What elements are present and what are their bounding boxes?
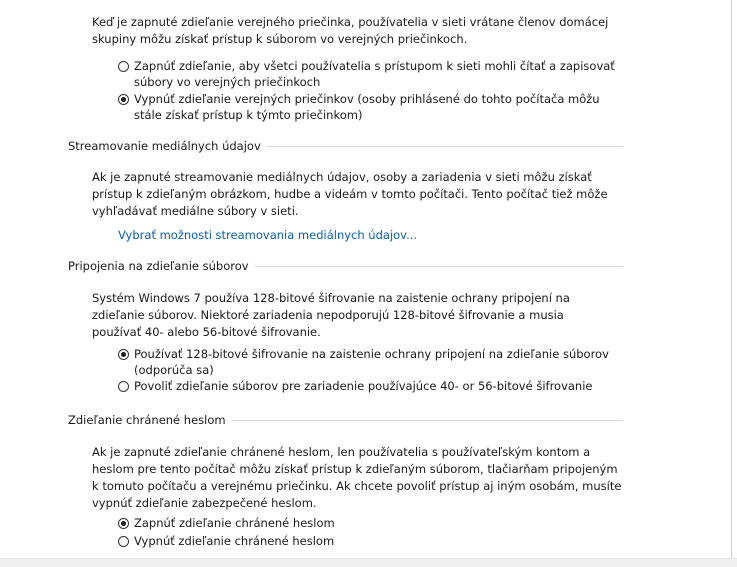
encryption-128-option[interactable] [118, 346, 618, 378]
radio-encryption-40-56[interactable] [118, 381, 129, 392]
media-streaming-description: Ak je zapnuté streamovanie mediálnych údajov, osoby a zariadenia v sieti môžu získať prístup k zdieľaným obrázkom, hudbe a videám v tomto počítači. Tento počítač tiež môže vyhľadávať mediálne súbory v sieti. [92, 170, 608, 218]
password-sharing-on-label[interactable]: Zapnúť zdieľanie chránené heslom [134, 516, 335, 530]
file-sharing-title: Pripojenia na zdieľanie súborov [68, 259, 249, 273]
radio-encryption-128[interactable] [118, 349, 129, 360]
section-divider [232, 420, 623, 421]
password-sharing-section [68, 413, 623, 427]
password-sharing-off-option[interactable] [118, 533, 618, 549]
window-right-edge [731, 0, 732, 566]
radio-password-sharing-off[interactable] [118, 536, 129, 547]
encryption-128-label[interactable]: Používať 128-bitové šifrovanie na zaistenie ochrany pripojení na zdieľanie súborov (odporúča sa) [134, 347, 609, 377]
media-streaming-section [68, 139, 623, 153]
public-sharing-off-label[interactable]: Vypnúť zdieľanie verejných priečinkov (osoby prihlásené do tohto počítača môžu stále získať prístup k týmto priečinkom) [134, 92, 600, 122]
public-sharing-on-label[interactable]: Zapnúť zdieľanie, aby všetci používatelia s prístupom k sieti mohli čítať a zapisovať súbory vo verejných priečinkoch [134, 59, 615, 89]
media-streaming-options-link[interactable]: Vybrať možnosti streamovania mediálnych údajov... [118, 228, 418, 242]
public-sharing-off-option[interactable] [118, 91, 618, 123]
encryption-40-56-label[interactable]: Povoliť zdieľanie súborov pre zariadenie používajúce 40- or 56-bitové šifrovanie [134, 379, 593, 393]
file-sharing-description: Systém Windows 7 používa 128-bitové šifrovanie na zaistenie ochrany pripojení na zdieľanie súborov. Niektoré zariadenia nepodporujú 128-bitové šifrovanie a musia používať 40- alebo 56-bitové šifrovanie. [92, 291, 570, 339]
password-sharing-off-label[interactable]: Vypnúť zdieľanie chránené heslom [134, 534, 335, 548]
radio-public-sharing-off[interactable] [118, 94, 129, 105]
password-sharing-on-option[interactable] [118, 515, 618, 531]
section-divider [255, 266, 623, 267]
radio-password-sharing-on[interactable] [118, 518, 129, 529]
encryption-40-56-option[interactable] [118, 378, 618, 394]
radio-public-sharing-on[interactable] [118, 61, 129, 72]
password-sharing-description: Ak je zapnuté zdieľanie chránené heslom, len používatelia s používateľským kontom a heslom pre tento počítač môžu získať prístup k zdieľaným súborom, tlačiarňam pripojeným k tomuto počítaču a verejnému priečinku. Ak chcete povoliť prístup aj iným osobám, musíte vypnúť zdieľanie zabezpečené heslom. [92, 445, 622, 510]
media-streaming-title: Streamovanie mediálnych údajov [68, 139, 261, 153]
password-sharing-title: Zdieľanie chránené heslom [68, 413, 226, 427]
section-divider [267, 146, 623, 147]
file-sharing-section [68, 259, 623, 273]
public-sharing-on-option[interactable] [118, 58, 618, 90]
public-folder-description: Keď je zapnuté zdieľanie verejného priečinka, používatelia v sieti vrátane členov domácej skupiny môžu získať prístup k súborom vo verejných priečinkoch. [92, 15, 609, 46]
